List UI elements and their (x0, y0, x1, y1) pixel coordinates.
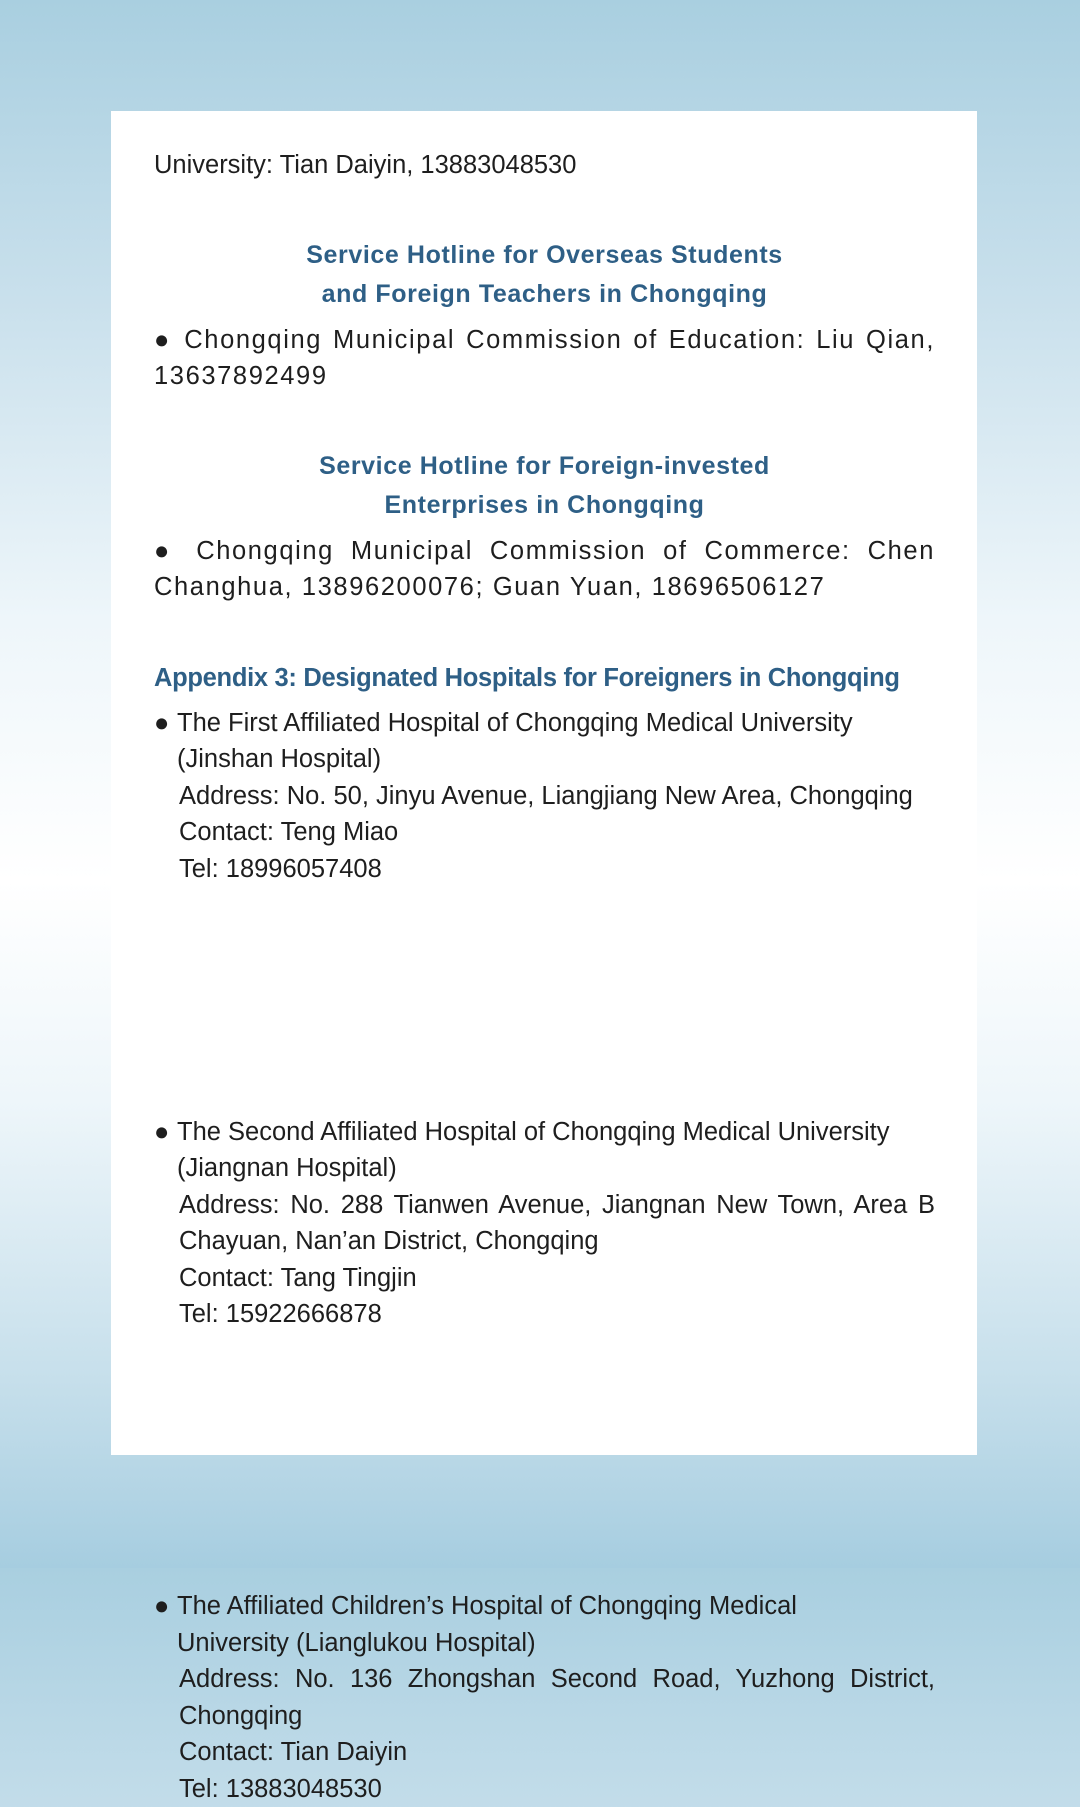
page-card (111, 111, 977, 1803)
hospital-item (154, 1588, 935, 1806)
hospital-item (154, 1114, 935, 1332)
hospital-name: The Second Affiliated Hospital of Chongqing Medical University (Jiangnan Hospital) (177, 1118, 890, 1183)
hospital-tel: Tel: 18996057408 (179, 854, 382, 883)
hospital-name: The Affiliated Children’s Hospital of Chongqing Medical University (Lianglukou Hospital) (177, 1592, 797, 1657)
hospital-name: The First Affiliated Hospital of Chongqing Medical University (Jinshan Hospital) (177, 709, 853, 774)
section-foreign-enterprises (154, 447, 935, 525)
bullet: ● (154, 709, 170, 737)
section-entry (154, 533, 935, 606)
hospital-tel: Tel: 13883048530 (179, 1774, 382, 1803)
hospital-address: Address: No. 288 Tianwen Avenue, Jiangnan New Town, Area B Chayuan, Nan’an District, Chongqing (179, 1190, 935, 1256)
hospital-address: Address: No. 136 Zhongshan Second Road, Yuzhong District, Chongqing (179, 1665, 935, 1730)
section-entry (154, 322, 935, 395)
hospital-address: Address: No. 50, Jinyu Avenue, Liangjiang New Area, Chongqing (179, 781, 913, 810)
section-heading-line-1: Service Hotline for Foreign-invested (319, 452, 770, 480)
hospital-tel: Tel: 15922666878 (179, 1300, 382, 1329)
section-heading-line-1: Service Hotline for Overseas Students (306, 241, 783, 269)
hospital-contact: Contact: Tang Tingjin (179, 1263, 417, 1292)
bullet: ● (154, 1592, 170, 1621)
entry-text: Chongqing Municipal Commission of Education: Liu Qian, 13637892499 (154, 326, 936, 391)
hospital-item (154, 705, 935, 887)
section-heading-line-2: and Foreign Teachers in Chongqing (321, 280, 768, 308)
top-line: University: Tian Daiyin, 13883048530 (154, 151, 577, 179)
bullet: ● (154, 1118, 170, 1147)
entry-text: Chongqing Municipal Commission of Commerce: Chen Changhua, 13896200076; Guan Yuan, 18696506127 (154, 537, 935, 602)
hospital-contact: Contact: Teng Miao (179, 818, 399, 847)
section-overseas-students (154, 236, 935, 314)
bullet: ● (154, 326, 174, 354)
section-heading-line-2: Enterprises in Chongqing (384, 491, 705, 519)
bullet: ● (154, 537, 180, 565)
hospital-contact: Contact: Tian Daiyin (179, 1738, 408, 1767)
appendix-title: Appendix 3: Designated Hospitals for Foreigners in Chongqing (154, 664, 900, 692)
